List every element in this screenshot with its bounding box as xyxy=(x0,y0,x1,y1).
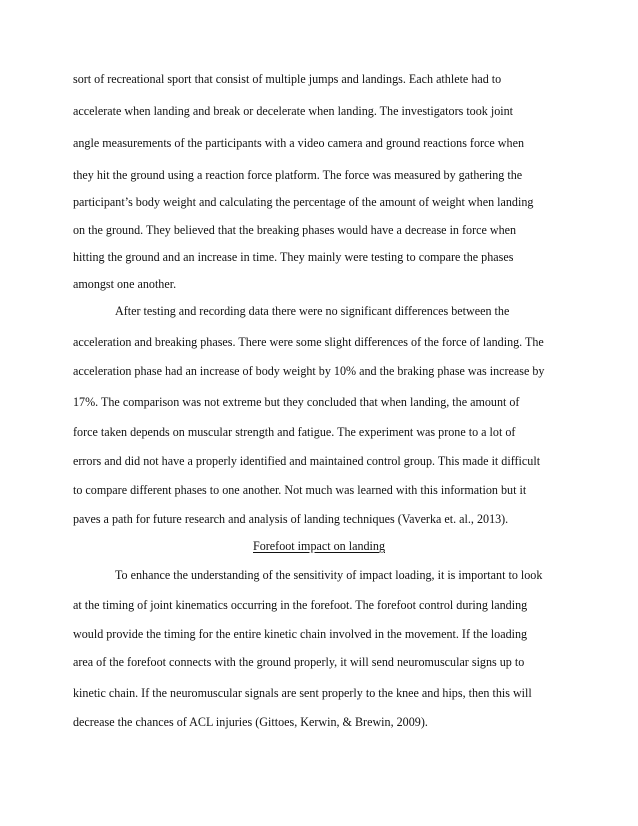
paragraph-1-line-3: angle measurements of the participants with a video camera and ground reactions force when xyxy=(73,136,524,150)
paragraph-2-line-3: acceleration phase had an increase of body weight by 10% and the braking phase was increase by xyxy=(73,364,545,378)
paragraph-1-line-6: on the ground. They believed that the breaking phases would have a decrease in force when xyxy=(73,223,517,237)
paragraph-1-line-4: they hit the ground using a reaction force platform. The force was measured by gathering the xyxy=(73,168,523,182)
paragraph-3-line-2: at the timing of joint kinematics occurring in the forefoot. The forefoot control during landing xyxy=(73,598,528,612)
paragraph-2-line-1: After testing and recording data there were no significant differences between the xyxy=(115,304,510,318)
paragraph-1-line-1: sort of recreational sport that consist of multiple jumps and landings. Each athlete had to xyxy=(73,72,502,86)
paragraph-3-line-1: To enhance the understanding of the sensitivity of impact loading, it is important to look xyxy=(115,568,543,582)
paragraph-1-line-7: hitting the ground and an increase in time. They mainly were testing to compare the phases xyxy=(73,250,514,264)
section-heading-text: Forefoot impact on landing xyxy=(253,539,385,553)
paragraph-2-line-4: 17%. The comparison was not extreme but they concluded that when landing, the amount of xyxy=(73,395,520,409)
paragraph-3-line-6: decrease the chances of ACL injuries (Gittoes, Kerwin, & Brewin, 2009). xyxy=(73,715,428,729)
paragraph-1-line-5: participant’s body weight and calculating the percentage of the amount of weight when landing xyxy=(73,195,534,209)
paragraph-2-line-8: paves a path for future research and analysis of landing techniques (Vaverka et. al., 2013). xyxy=(73,512,509,526)
paragraph-2-line-5: force taken depends on muscular strength and fatigue. The experiment was prone to a lot of xyxy=(73,425,516,439)
paragraph-2-line-6: errors and did not have a properly identified and maintained control group. This made it difficult xyxy=(73,454,541,468)
section-heading xyxy=(0,539,638,553)
paragraph-3-line-3: would provide the timing for the entire kinetic chain involved in the movement. If the loading xyxy=(73,627,528,641)
paragraph-1-line-8: amongst one another. xyxy=(73,277,177,291)
paragraph-1-line-2: accelerate when landing and break or decelerate when landing. The investigators took joint xyxy=(73,104,514,118)
paragraph-2-line-2: acceleration and breaking phases. There were some slight differences of the force of landing. The xyxy=(73,335,544,349)
paragraph-3-line-5: kinetic chain. If the neuromuscular signals are sent properly to the knee and hips, then this will xyxy=(73,686,532,700)
paragraph-2-line-7: to compare different phases to one another. Not much was learned with this information but it xyxy=(73,483,527,497)
paragraph-3-line-4: area of the forefoot connects with the ground properly, it will send neuromuscular signs up to xyxy=(73,655,525,669)
